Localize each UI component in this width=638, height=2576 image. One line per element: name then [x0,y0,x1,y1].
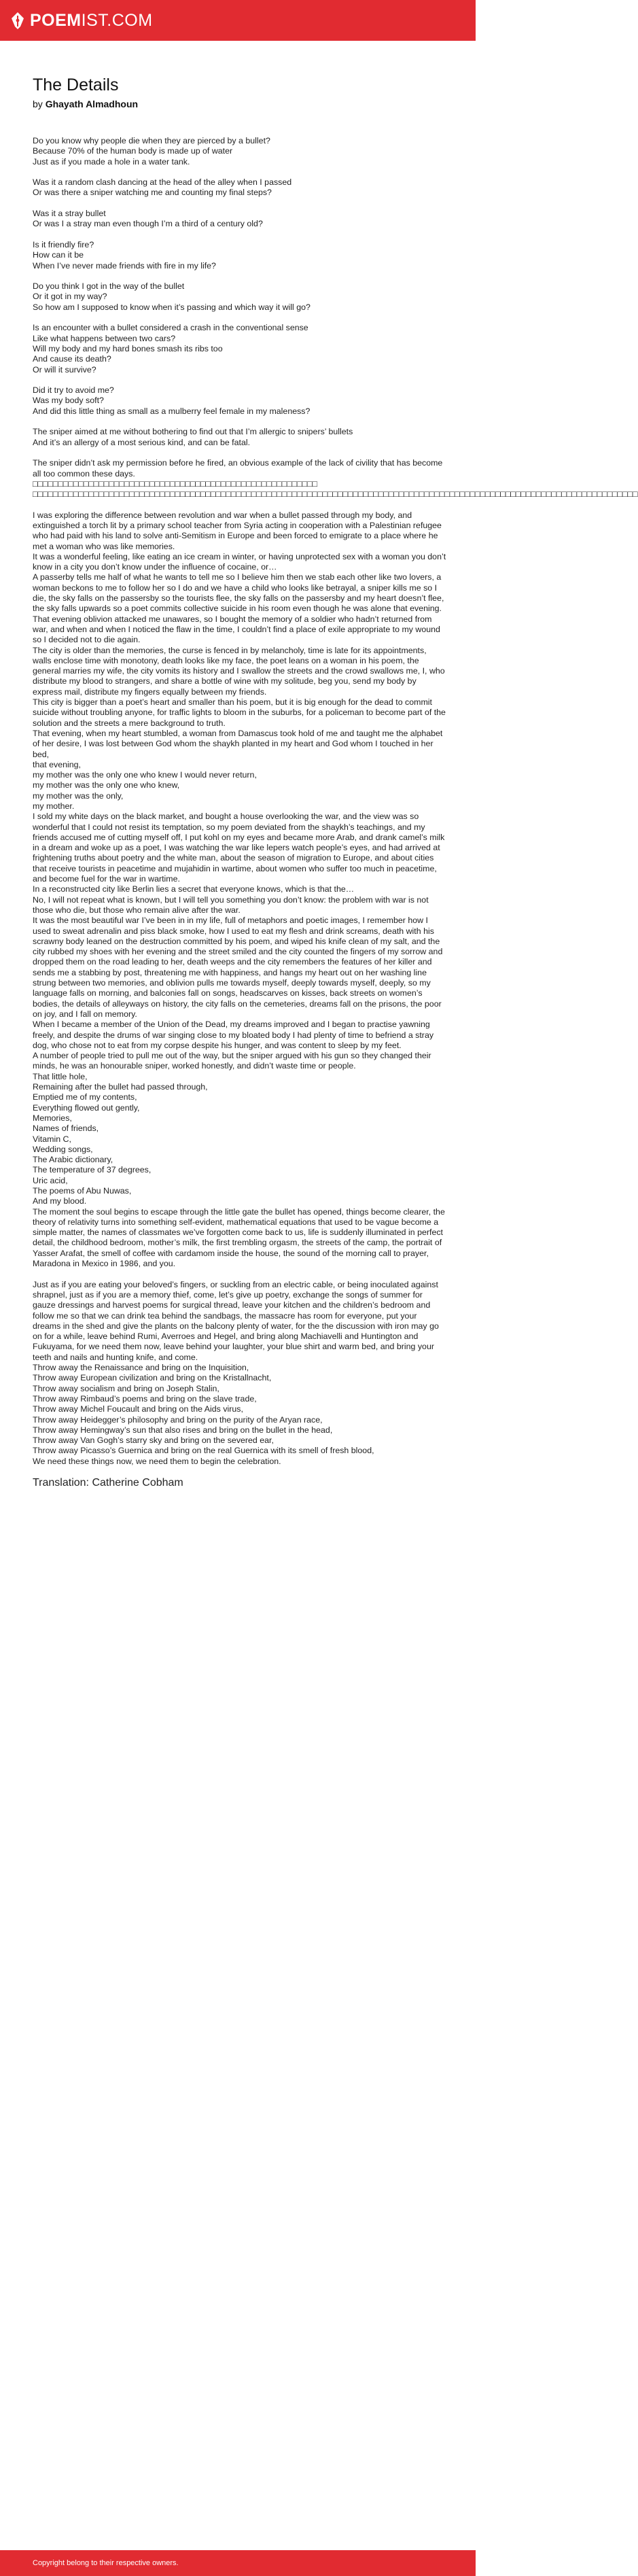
poem-stanza [33,385,447,417]
poem-line: So how am I supposed to know when it’s passing and which way it will go? [33,302,311,312]
poem-line: That evening oblivion attacked me unawares, so I bought the memory of a soldier who hadn’t returned from war, and when and when I noticed the flaw in the time, I couldn’t find a place of exile appropriate to my wound so I decided not to die again. [33,614,440,645]
poem-line: Did it try to avoid me? [33,385,114,396]
poem-line: Or was I a stray man even though I’m a third of a century old? [33,219,263,229]
poem-line: Vitamin C, [33,1134,71,1144]
poem-line: And my blood. [33,1196,87,1206]
site-header [0,0,476,41]
poem-line: Because 70% of the human body is made up of water [33,146,233,156]
poem-line: Is it friendly fire? [33,239,94,249]
poem-line: It was a wonderful feeling, like eating an ice cream in winter, or having unprotected sex with a woman you don’t know in a city you don’t know under the influence of cocaine, or… [33,551,446,572]
poem-line: I was exploring the difference between revolution and war when a bullet passed through my body, and extinguished a torch lit by a primary school teacher from Syria acting in cooperation with a Palestinian refugee who had paid with his land to solve anti-Semitism in Europe and been forced to emigrate to a place where he met a woman who was like memories. [33,510,442,551]
poem-line: Do you know why people die when they are pierced by a bullet? [33,136,270,145]
poem-stanza [33,427,447,448]
site-logo[interactable] [10,10,153,31]
poem-line: Everything flowed out gently, [33,1102,140,1113]
poem-line: Uric acid, [33,1175,68,1185]
poem-line: The city is older than the memories, the curse is fenced in by melancholy, time is late for its appointments, walls enclose time with monotony, death looks like my face, the poet leans on a woman in his poem, the general marries my wife, the city vomits its history and I swallow the streets and the crowd swallows me, I, who distribute my blood to strangers, and share a bottle of wine with my solitude, beg you, send my body by express mail, distribute my fingers equally between my friends. [33,645,445,697]
poem-line: Or will it survive? [33,364,96,375]
poem-line: Throw away the Renaissance and bring on the Inquisition, [33,1363,249,1373]
poem-line: In a reconstructed city like Berlin lies a secret that everyone knows, which is that the… [33,884,355,894]
poem-line: And it’s an allergy of a most serious kind, and can be fatal. [33,437,251,447]
feather-pen-icon [10,12,26,29]
poem-line: The sniper aimed at me without bothering to find out that I’m allergic to snipers’ bullets [33,427,353,437]
poem-body [33,136,638,1467]
poem-line: The sniper didn’t ask my permission before he fired, an obvious example of the lack of civility that has become all too common these days. [33,458,443,478]
site-footer [0,2550,476,2576]
poem-stanza [33,323,447,375]
poem-line: The Arabic dictionary, [33,1155,113,1165]
logo-light: IST.COM [81,11,153,30]
poem-line: Throw away Heidegger’s philosophy and bring on the purity of the Aryan race, [33,1414,323,1425]
poem-line: The moment the soul begins to escape through the little gate the bullet has opened, things become clearer, the theory of relativity turns into something self-evident, mathematical equations that used to be vague become a simple matter, the names of classmates we’ve forgotten come back to us, life is suddenly illuminated in perfect detail, the childhood bedroom, mother’s milk, the first trembling orgasm, the streets of the camp, the portrait of Yasser Arafat, the smell of coffee with cardamom inside the house, the sound of the morning call to prayer, Maradona in Mexico in 1986, and you. [33,1206,445,1269]
poem-stanza [33,240,447,271]
logo-wordmark [30,10,153,31]
poem-title: The Details [33,75,119,94]
poem-line: Is an encounter with a bullet considered a crash in the conventional sense [33,323,308,333]
poem-line: A passerby tells me half of what he wants to tell me so I believe him then we stab each other like two lovers, a woman beckons to me to follow her so I do and we have a child who looks like betrayal, a sniper kills me so I die, the sky falls on the passersby so the tourists flee, the sky falls on the passersby and my heart doesn’t flee, the sky falls upwards so a poet commits collective suicide in his room even though he was alone that evening. [33,572,444,614]
poem-stanza [33,281,447,313]
poem-line: Remaining after the bullet had passed through, [33,1082,208,1092]
poem-line: my mother was the only, [33,790,124,801]
poem-stanza [33,1280,447,1467]
poem-line: Do you think I got in the way of the bullet [33,281,185,292]
poem-line: Throw away Picasso’s Guernica and bring on the real Guernica with its smell of fresh blood, [33,1446,374,1456]
poem-line: How can it be [33,250,84,260]
poem-line: □□□□□□□□□□□□□□□□□□□□□□□□□□□□□□□□□□□□□□□□□□□□□□□□□□□□□□□□ [33,478,318,489]
poem-line: Throw away Rimbaud’s poems and bring on the slave trade, [33,1393,257,1404]
poem-line: Throw away Michel Foucault and bring on the Aids virus, [33,1404,243,1414]
poem-line: Like what happens between two cars? [33,333,176,343]
poem-line: That little hole, [33,1071,88,1081]
poem-line: Throw away socialism and bring on Joseph Stalin, [33,1383,219,1393]
poem-line: Just as if you are eating your beloved’s fingers, or suckling from an electric cable, or being inoculated against shrapnel, just as if you are a memory thief, come, let’s give up poetry, exchange the songs of summer for gauze dressings and harvest poems for surgical thread, leave your kitchen and the children’s bedroom and follow me so that we can drink tea behind the sandbags, the massacre has room for everyone, put your dreams in the shed and give the plants on the balcony plenty of water, for the the discussion with iron may go on for a while, leave behind Rumi, Averroes and Hegel, and bring along Machiavelli and Huntington and Fukuyama, for we need them now, leave behind your laughter, your blue shirt and warm bed, and bring your teeth and nails and hunting knife, and come. [33,1279,439,1362]
poem-line: I sold my white days on the black market, and bought a house overlooking the war, and the view was so wonderful that I could not resist its temptation, so my poem deviated from the shaykh’s teachings, and my friends accused me of cutting myself off, I put kohl on my eyes and became more Arab, and drank camel’s milk in a dream and woke up as a poet, I was watching the war like lepers watch people’s eyes, and had arrived at frightening truths about poetry and the white man, about the season of migration to Europe, and about cities that receive tourists in peacetime and mujahidin in wartime, about women who suffer too much in peacetime, and become fuel for the war in wartime. [33,812,445,884]
poem-line: A number of people tried to pull me out of the way, but the sniper argued with his gun so they changed their minds, he was an honourable sniper, worked honestly, and didn’t waste time or people. [33,1051,431,1071]
poem-line: The poems of Abu Nuwas, [33,1185,132,1196]
poem-stanza [33,458,638,500]
poem-line: Just as if you made a hole in a water tank. [33,156,190,167]
poem-line: Emptied me of my contents, [33,1092,137,1102]
poem-line: Memories, [33,1113,72,1123]
poem-line: Will my body and my hard bones smash its ribs too [33,343,223,353]
author-name[interactable]: Ghayath Almadhoun [45,99,139,109]
poem-line: When I’ve never made friends with fire in my life? [33,260,216,271]
poem-line: We need these things now, we need them to begin the celebration. [33,1456,281,1466]
copyright-text: Copyright belong to their respective owners. [33,2559,179,2567]
poem-line: Throw away European civilization and bring on the Kristallnacht, [33,1373,272,1383]
logo-bold: POEM [30,11,82,30]
poem-line: This city is bigger than a poet’s heart and smaller than his poem, but it is big enough for the dead to commit suicide without troubling anyone, for traffic lights to bloom in the suburbs, for a policeman to become part of the solution and the streets a mere background to truth. [33,697,446,728]
poem-line: Throw away Van Gogh’s starry sky and bring on the severed ear, [33,1435,274,1446]
poem-line: The temperature of 37 degrees, [33,1165,152,1175]
byline [33,98,447,110]
poem-line: Or was there a sniper watching me and counting my final steps? [33,188,272,198]
poem-line: Wedding songs, [33,1144,93,1154]
poem-stanza [33,510,447,1270]
poem-line: Was it a random clash dancing at the head of the alley when I passed [33,177,292,188]
poem-stanza [33,209,447,230]
poem-stanza [33,177,447,198]
poem-line: my mother was the only one who knew I would never return, [33,770,257,780]
poem-line: Or it got in my way? [33,292,107,302]
poem-container [33,75,638,1489]
poem-stanza [33,136,447,167]
poem-line: That evening, when my heart stumbled, a woman from Damascus took hold of me and taught me the alphabet of her desire, I was lost between God whom the shaykh planted in my heart and God whom I touched in her bed, [33,728,443,759]
poem-line: No, I will not repeat what is known, but I will tell you something you don’t know: the problem with war is not those who die, but those who remain alive after the war. [33,894,429,915]
poem-line: And cause its death? [33,354,111,364]
poem-line: Throw away Hemingway’s sun that also rises and bring on the bullet in the head, [33,1425,333,1435]
poem-line: that evening, [33,759,81,769]
translation-credit: Translation: Catherine Cobham [33,1477,183,1489]
poem-line: Names of friends, [33,1124,99,1134]
poem-line: And did this little thing as small as a mulberry feel female in my maleness? [33,406,311,416]
poem-line: When I became a member of the Union of the Dead, my dreams improved and I began to practise yawning freely, and despite the drums of war singing close to my bloated body I had plenty of time to befriend a stray dog, who chose not to eat from my corpse despite his hunger, and was content to sleep by my feet. [33,1020,434,1050]
poem-line: □□□□□□□□□□□□□□□□□□□□□□□□□□□□□□□□□□□□□□□□□□□□□□□□□□□□□□□□□□□□□□□□□□□□□□□□□□□□□□□□□□□□□□□□□□□□□□□□□□□□□□□□□□□□□□□□□□□□□□□ [33,489,638,500]
poem-line: my mother was the only one who knew, [33,780,180,790]
poem-line: It was the most beautiful war I’ve been in in my life, full of metaphors and poetic images, I remember how I used to sweat adrenalin and piss black smoke, how I used to eat my flesh and drink screams, death with his scrawny body leaned on the destruction committed by his poem, and wiped his knife clean of my salt, and the city rubbed my shoes with her evening and the street smiled and the city counted the fingers of my sorrow and dropped them on the road leading to her, death weeps and the city remembers the features of her killer and sends me a stabbing by post, threatening me with happiness, and hangs my heart out on her washing line strung between two memories, and oblivion pulls me towards myself, deeply towards myself, deeply, so my language falls on morning, and balconies fall on songs, headscarves on kisses, back streets on women’s bodies, the details of alleyways on history, the city falls on the cemeteries, dreams fall on the prisons, the poor on joy, and I fall on memory. [33,916,443,1019]
by-label: by [33,99,43,109]
poem-line: Was it a stray bullet [33,209,106,219]
poem-line: my mother. [33,801,75,811]
poem-line: Was my body soft? [33,396,104,406]
